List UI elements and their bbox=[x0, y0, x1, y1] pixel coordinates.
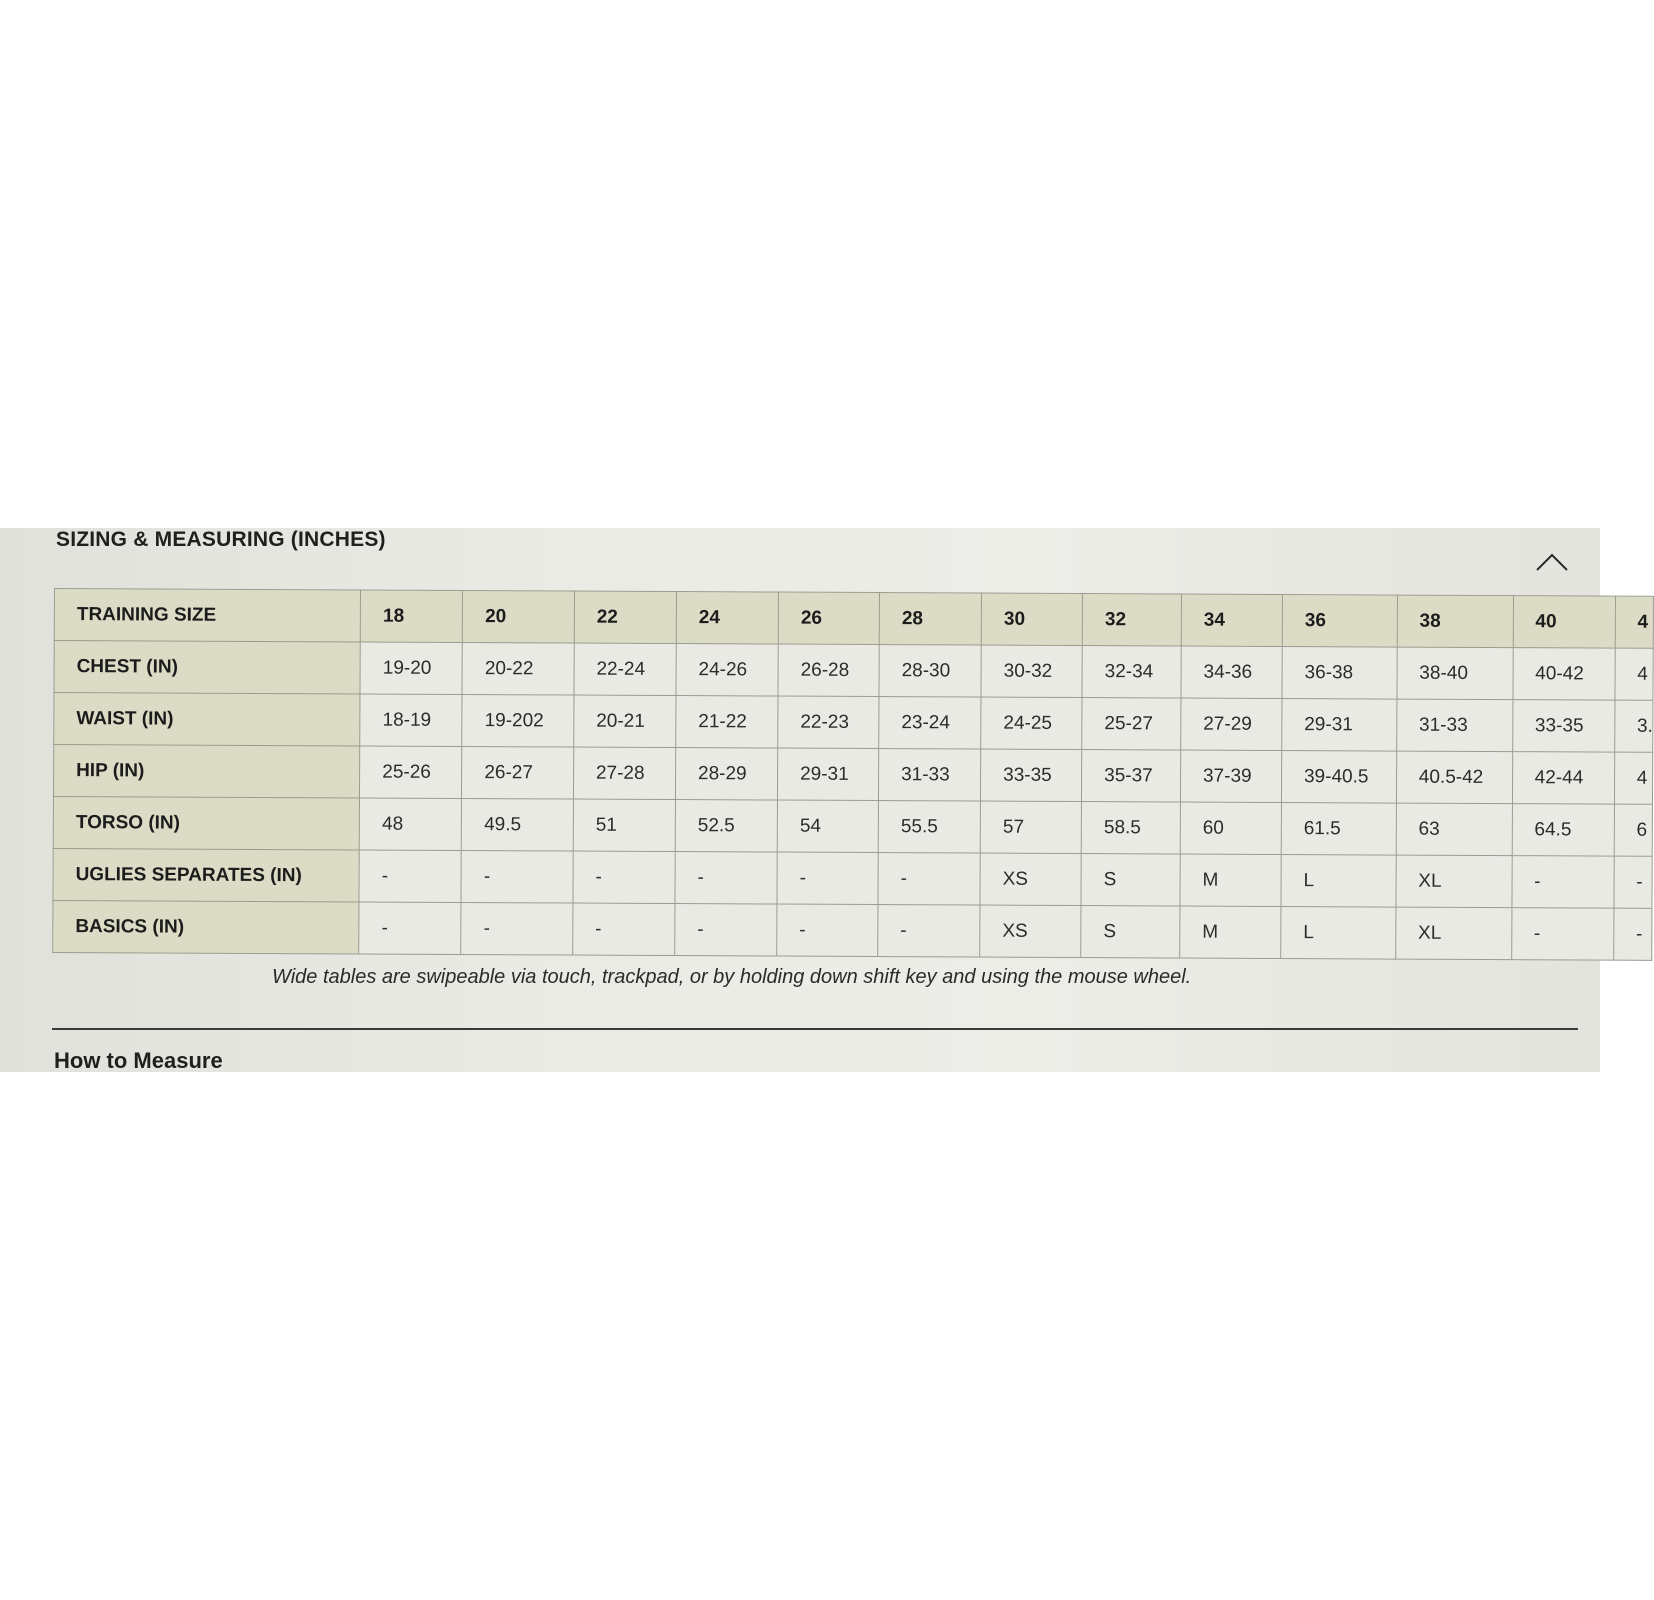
table-cell: L bbox=[1281, 906, 1396, 959]
table-cell: 21-22 bbox=[676, 696, 778, 748]
table-cell: 20-21 bbox=[574, 695, 676, 747]
table-cell: 18-19 bbox=[360, 694, 462, 746]
table-cell: 49.5 bbox=[461, 798, 573, 851]
table-cell: 38-40 bbox=[1397, 647, 1513, 700]
table-cell: 20-22 bbox=[462, 642, 574, 695]
table-cell: 24-25 bbox=[981, 697, 1082, 749]
chevron-up-icon bbox=[1534, 548, 1570, 578]
size-header-0: 18 bbox=[360, 590, 462, 642]
table-cell: - bbox=[573, 851, 675, 903]
table-cell: - bbox=[573, 903, 675, 955]
table-cell: 57 bbox=[980, 801, 1081, 853]
table-cell: M bbox=[1180, 906, 1281, 958]
table-cell: 27-29 bbox=[1181, 698, 1282, 750]
collapse-toggle-button[interactable] bbox=[1534, 548, 1570, 578]
table-cell: 37-39 bbox=[1180, 750, 1281, 802]
table-cell: M bbox=[1180, 854, 1281, 906]
table-cell: 42-44 bbox=[1512, 752, 1614, 804]
size-table-scroll-area[interactable] bbox=[52, 588, 1653, 960]
row-label: WAIST (IN) bbox=[54, 693, 360, 746]
table-cell: 3. bbox=[1614, 700, 1653, 752]
table-cell: 25-27 bbox=[1082, 698, 1181, 750]
row-label: BASICS (IN) bbox=[53, 900, 359, 953]
table-cell: - bbox=[1613, 908, 1652, 960]
table-cell: 26-27 bbox=[462, 746, 574, 799]
table-row bbox=[53, 848, 1652, 908]
table-cell: 55.5 bbox=[878, 801, 980, 853]
size-header-3: 24 bbox=[676, 592, 778, 644]
table-cell: - bbox=[359, 902, 461, 954]
row-label: UGLIES SEPARATES (IN) bbox=[53, 848, 359, 901]
table-cell: 33-35 bbox=[981, 749, 1082, 801]
table-cell: 23-24 bbox=[879, 697, 981, 749]
size-header-1: 20 bbox=[462, 590, 574, 643]
size-header-5: 28 bbox=[879, 593, 981, 645]
table-row bbox=[54, 693, 1653, 753]
sizing-panel bbox=[0, 528, 1653, 1073]
table-cell: 28-29 bbox=[675, 748, 777, 800]
table-cell: 64.5 bbox=[1512, 804, 1614, 856]
section-title: SIZING & MEASURING (INCHES) bbox=[56, 528, 386, 551]
table-cell: - bbox=[359, 850, 461, 902]
table-cell: 36-38 bbox=[1282, 647, 1397, 700]
table-cell: 30-32 bbox=[981, 645, 1082, 697]
table-cell: 4 bbox=[1614, 752, 1653, 804]
table-cell: 4 bbox=[1615, 648, 1654, 700]
table-cell: 6 bbox=[1614, 804, 1653, 856]
table-cell: XL bbox=[1396, 855, 1512, 908]
table-cell: 31-33 bbox=[878, 749, 980, 801]
table-cell: - bbox=[878, 905, 980, 957]
section-divider bbox=[52, 1028, 1578, 1030]
table-cell: 63 bbox=[1396, 803, 1512, 856]
table-cell: 60 bbox=[1180, 802, 1281, 854]
table-cell: 22-23 bbox=[778, 696, 879, 748]
size-header-7: 32 bbox=[1082, 594, 1181, 646]
table-cell: 54 bbox=[777, 800, 878, 852]
table-cell: 25-26 bbox=[360, 746, 462, 798]
table-cell: 28-30 bbox=[879, 645, 981, 697]
size-header-2: 22 bbox=[574, 591, 676, 643]
row-label: HIP (IN) bbox=[53, 745, 359, 798]
table-cell: 32-34 bbox=[1082, 646, 1181, 698]
size-table bbox=[52, 588, 1654, 961]
table-cell: 24-26 bbox=[676, 644, 778, 696]
table-cell: - bbox=[1511, 908, 1613, 960]
table-row bbox=[53, 745, 1652, 805]
table-cell: - bbox=[461, 902, 573, 955]
table-cell: XS bbox=[980, 853, 1081, 905]
table-cell: 19-20 bbox=[360, 642, 462, 694]
table-cell: S bbox=[1081, 906, 1180, 958]
swipe-hint-text: Wide tables are swipeable via touch, trackpad, or by holding down shift key and using the mouse wheel. bbox=[272, 966, 1192, 988]
size-header-6: 30 bbox=[981, 593, 1082, 645]
table-cell: 27-28 bbox=[573, 747, 675, 799]
table-cell: - bbox=[777, 904, 878, 956]
table-cell: L bbox=[1281, 855, 1396, 908]
table-cell: - bbox=[1614, 856, 1653, 908]
table-cell: S bbox=[1081, 854, 1180, 906]
table-cell: XL bbox=[1395, 907, 1511, 960]
table-cell: 35-37 bbox=[1082, 750, 1181, 802]
training-size-header: TRAINING SIZE bbox=[54, 589, 360, 642]
table-cell: 40.5-42 bbox=[1396, 751, 1512, 804]
table-cell: XS bbox=[980, 905, 1081, 957]
table-cell: 40-42 bbox=[1513, 648, 1615, 700]
size-header-4: 26 bbox=[778, 592, 879, 644]
table-cell: 51 bbox=[573, 799, 675, 851]
table-cell: 52.5 bbox=[675, 800, 777, 852]
table-row bbox=[53, 796, 1652, 856]
size-header-8: 34 bbox=[1181, 594, 1282, 646]
table-cell: 33-35 bbox=[1512, 700, 1614, 752]
how-to-measure-heading[interactable]: How to Measure bbox=[54, 1048, 223, 1073]
table-cell: - bbox=[675, 904, 777, 956]
table-row bbox=[53, 900, 1652, 960]
size-header-11: 40 bbox=[1513, 596, 1615, 648]
table-cell: 48 bbox=[359, 798, 461, 850]
table-cell: 31-33 bbox=[1396, 699, 1512, 752]
table-cell: 29-31 bbox=[777, 748, 878, 800]
table-header-row bbox=[54, 589, 1653, 649]
size-header-12: 4 bbox=[1615, 596, 1654, 648]
table-cell: - bbox=[675, 852, 777, 904]
row-label: TORSO (IN) bbox=[53, 796, 359, 849]
size-header-10: 38 bbox=[1397, 595, 1513, 648]
table-cell: - bbox=[777, 852, 878, 904]
table-cell: 34-36 bbox=[1181, 646, 1282, 698]
table-cell: 19-202 bbox=[462, 694, 574, 747]
table-cell: 58.5 bbox=[1081, 802, 1180, 854]
size-header-9: 36 bbox=[1282, 595, 1397, 648]
table-cell: 61.5 bbox=[1281, 803, 1396, 856]
table-cell: - bbox=[461, 850, 573, 903]
row-label: CHEST (IN) bbox=[54, 641, 360, 694]
table-cell: - bbox=[878, 853, 980, 905]
table-cell: 22-24 bbox=[574, 643, 676, 695]
table-row bbox=[54, 641, 1653, 701]
table-cell: 39-40.5 bbox=[1281, 751, 1396, 804]
table-cell: - bbox=[1512, 856, 1614, 908]
table-cell: 26-28 bbox=[778, 644, 879, 696]
table-cell: 29-31 bbox=[1282, 699, 1397, 752]
